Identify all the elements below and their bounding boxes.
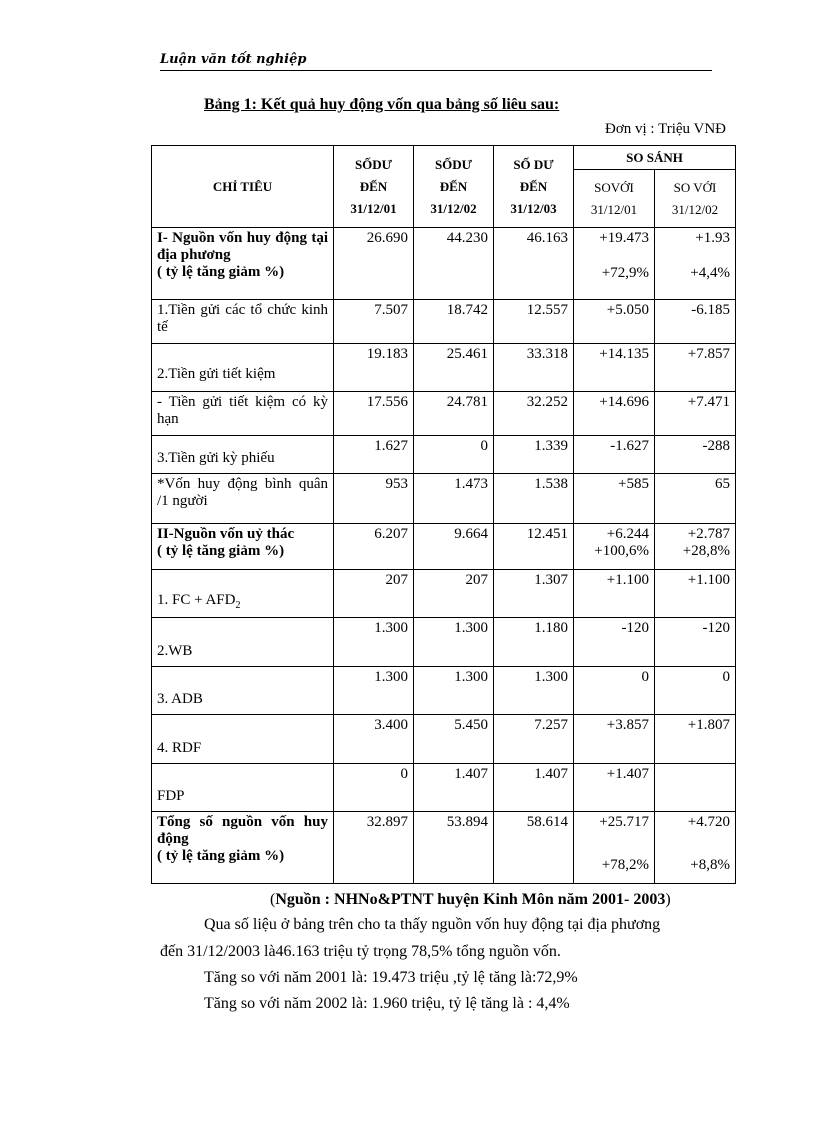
source-close-paren: )	[665, 891, 671, 908]
paragraph-line-4: Tăng so với năm 2002 là: 1.960 triệu, tỷ lệ tăng là : 4,4%	[204, 995, 570, 1012]
cell-v1: 3.400	[334, 715, 414, 764]
header-col2	[414, 146, 494, 228]
table-row	[152, 344, 736, 392]
cell-v3: 7.257	[494, 715, 574, 764]
cell-s1: 0	[574, 667, 655, 715]
table-row	[152, 436, 736, 474]
table-row	[152, 715, 736, 764]
row-label-text: 3. ADB	[157, 691, 203, 707]
paragraph-line-2: đến 31/12/2003 là46.163 triệu tỷ trọng 78,5% tổng nguồn vốn.	[160, 943, 561, 960]
cell-s1-percent: +72,9%	[601, 265, 649, 281]
cell-v1: 6.207	[334, 524, 414, 570]
cell-s2	[655, 524, 736, 570]
row-label	[152, 524, 334, 570]
cell-v1: 0	[334, 764, 414, 812]
header-col3-line1: SỐ DƯ	[513, 156, 554, 172]
cell-s2: +1.100	[655, 570, 736, 618]
cell-s1: +3.857	[574, 715, 655, 764]
cell-v1: 207	[334, 570, 414, 618]
cell-s2-value: +4.720	[687, 814, 730, 830]
cell-s2: 0	[655, 667, 736, 715]
source-open-paren: (	[270, 891, 276, 908]
cell-s2	[655, 812, 736, 884]
cell-v3: 12.451	[494, 524, 574, 570]
cell-s1-value: +25.717	[599, 814, 649, 830]
header-so-sanh: SO SÁNH	[574, 146, 736, 170]
header-col3	[494, 146, 574, 228]
row-label	[152, 228, 334, 300]
cell-v3: 32.252	[494, 392, 574, 436]
table-row	[152, 524, 736, 570]
header-col3-line2: ĐẾN	[519, 178, 548, 194]
cell-s2-percent: +4,4%	[690, 265, 730, 281]
row-label	[152, 618, 334, 667]
header-sub1-line2: 31/12/01	[590, 201, 638, 217]
cell-v2: 207	[414, 570, 494, 618]
cell-v3: 1.300	[494, 667, 574, 715]
cell-s1-value: +6.244	[606, 526, 649, 542]
cell-v2: 1.300	[414, 667, 494, 715]
source-note	[270, 891, 671, 909]
table-row	[152, 812, 736, 884]
header-sub2-line2: 31/12/02	[671, 201, 719, 217]
table-row	[152, 667, 736, 715]
cell-v1: 7.507	[334, 300, 414, 344]
cell-v1: 19.183	[334, 344, 414, 392]
header-col1-line2: ĐẾN	[359, 178, 388, 194]
data-table	[151, 145, 736, 884]
row-label-text2: ( tỷ lệ tăng giảm %)	[157, 264, 285, 280]
cell-v2: 44.230	[414, 228, 494, 300]
cell-v3: 12.557	[494, 300, 574, 344]
header-sub1-line1: SOVỚI	[594, 179, 634, 195]
row-label	[152, 344, 334, 392]
header-sub1	[574, 170, 655, 228]
cell-s1-value: +19.473	[599, 230, 649, 246]
cell-s2: -120	[655, 618, 736, 667]
header-chi-tieu: CHỈ TIÊU	[152, 146, 334, 228]
cell-s2: 65	[655, 474, 736, 524]
table-row	[152, 474, 736, 524]
cell-s1-percent: +78,2%	[601, 857, 649, 873]
cell-s2	[655, 764, 736, 812]
row-label-text2: ( tỷ lệ tăng giảm %)	[157, 543, 285, 559]
cell-s2: -6.185	[655, 300, 736, 344]
row-label-text2: ( tỷ lệ tăng giảm %)	[157, 848, 285, 864]
cell-v1: 32.897	[334, 812, 414, 884]
cell-v2: 1.300	[414, 618, 494, 667]
row-label-text: 1. FC + AFD	[157, 592, 236, 608]
row-label	[152, 764, 334, 812]
cell-v2: 1.407	[414, 764, 494, 812]
row-label	[152, 715, 334, 764]
cell-v3: 33.318	[494, 344, 574, 392]
cell-s2-value: +2.787	[687, 526, 730, 542]
row-label-text: 4. RDF	[157, 740, 202, 756]
cell-v3: 58.614	[494, 812, 574, 884]
cell-s1: +1.407	[574, 764, 655, 812]
table-header-row	[152, 146, 736, 170]
cell-v3: 1.307	[494, 570, 574, 618]
cell-v3: 46.163	[494, 228, 574, 300]
row-label: - Tiền gửi tiết kiệm có kỳ hạn	[152, 392, 334, 436]
cell-v2: 5.450	[414, 715, 494, 764]
cell-s1	[574, 812, 655, 884]
table-row	[152, 570, 736, 618]
table-row	[152, 392, 736, 436]
header-sub2-line1: SO VỚI	[673, 179, 717, 195]
header-title: Luận văn tốt nghiệp	[160, 52, 307, 67]
cell-v1: 26.690	[334, 228, 414, 300]
cell-s1: -1.627	[574, 436, 655, 474]
cell-s1: +14.696	[574, 392, 655, 436]
row-label	[152, 570, 334, 618]
row-label	[152, 436, 334, 474]
header-col2-line1: SỐDƯ	[434, 156, 473, 172]
cell-v2: 53.894	[414, 812, 494, 884]
row-label-text: 2.WB	[157, 643, 193, 659]
cell-s2-percent: +8,8%	[690, 857, 730, 873]
cell-v1: 1.300	[334, 618, 414, 667]
cell-v2: 24.781	[414, 392, 494, 436]
cell-s1-percent: +100,6%	[594, 543, 649, 559]
row-label	[152, 812, 334, 884]
header-col2-line3: 31/12/02	[430, 200, 477, 216]
row-label-text: 2.Tiền gửi tiết kiệm	[157, 366, 276, 382]
cell-v3: 1.538	[494, 474, 574, 524]
cell-s1: +585	[574, 474, 655, 524]
cell-s2-value: +1.93	[695, 230, 730, 246]
row-label	[152, 667, 334, 715]
page-header	[160, 50, 712, 71]
cell-v3: 1.180	[494, 618, 574, 667]
cell-s1: +1.100	[574, 570, 655, 618]
source-text: Nguồn : NHNo&PTNT huyện Kinh Môn năm 2001- 2003	[275, 891, 666, 908]
paragraph-line-3: Tăng so với năm 2001 là: 19.473 triệu ,tỷ lệ tăng là:72,9%	[204, 969, 578, 986]
cell-s2	[655, 228, 736, 300]
header-col1	[334, 146, 414, 228]
header-col1-line1: SỐDƯ	[354, 156, 393, 172]
cell-s2-percent: +28,8%	[682, 543, 730, 559]
cell-s2: +7.471	[655, 392, 736, 436]
cell-s2: +7.857	[655, 344, 736, 392]
row-label-subscript: 2	[235, 600, 241, 611]
cell-s2: -288	[655, 436, 736, 474]
cell-v1: 1.300	[334, 667, 414, 715]
table-row	[152, 764, 736, 812]
row-label-text: I- Nguồn vốn huy động tại địa phương	[157, 230, 328, 263]
cell-v1: 17.556	[334, 392, 414, 436]
cell-v2: 9.664	[414, 524, 494, 570]
cell-v2: 0	[414, 436, 494, 474]
table-row	[152, 618, 736, 667]
cell-v2: 1.473	[414, 474, 494, 524]
header-sub2	[655, 170, 736, 228]
table-row	[152, 300, 736, 344]
cell-s1: +5.050	[574, 300, 655, 344]
header-col3-line3: 31/12/03	[510, 200, 557, 216]
row-label: 1.Tiền gửi các tổ chức kinh tế	[152, 300, 334, 344]
cell-v2: 18.742	[414, 300, 494, 344]
cell-v2: 25.461	[414, 344, 494, 392]
cell-s1: -120	[574, 618, 655, 667]
row-label-text: Tổng số nguồn vốn huy động	[157, 814, 328, 847]
row-label: *Vốn huy động bình quân /1 người	[152, 474, 334, 524]
cell-s1	[574, 524, 655, 570]
cell-v1: 953	[334, 474, 414, 524]
cell-v3: 1.407	[494, 764, 574, 812]
row-label-text: 3.Tiền gửi kỳ phiếu	[157, 450, 275, 466]
table-row	[152, 228, 736, 300]
header-col1-line3: 31/12/01	[350, 200, 397, 216]
cell-s1: +14.135	[574, 344, 655, 392]
cell-s1	[574, 228, 655, 300]
header-col2-line2: ĐẾN	[439, 178, 468, 194]
row-label-text: II-Nguồn vốn uỷ thác	[157, 526, 295, 542]
cell-s2: +1.807	[655, 715, 736, 764]
unit-label: Đơn vị : Triệu VNĐ	[604, 121, 726, 137]
row-label-text: FDP	[157, 788, 185, 804]
paragraph-line-1: Qua số liệu ở bảng trên cho ta thấy nguồn vốn huy động tại địa phương	[204, 916, 661, 933]
cell-v3: 1.339	[494, 436, 574, 474]
cell-v1: 1.627	[334, 436, 414, 474]
table-caption: Bảng 1: Kết quả huy động vốn qua bảng số liêu sau:	[204, 96, 560, 113]
